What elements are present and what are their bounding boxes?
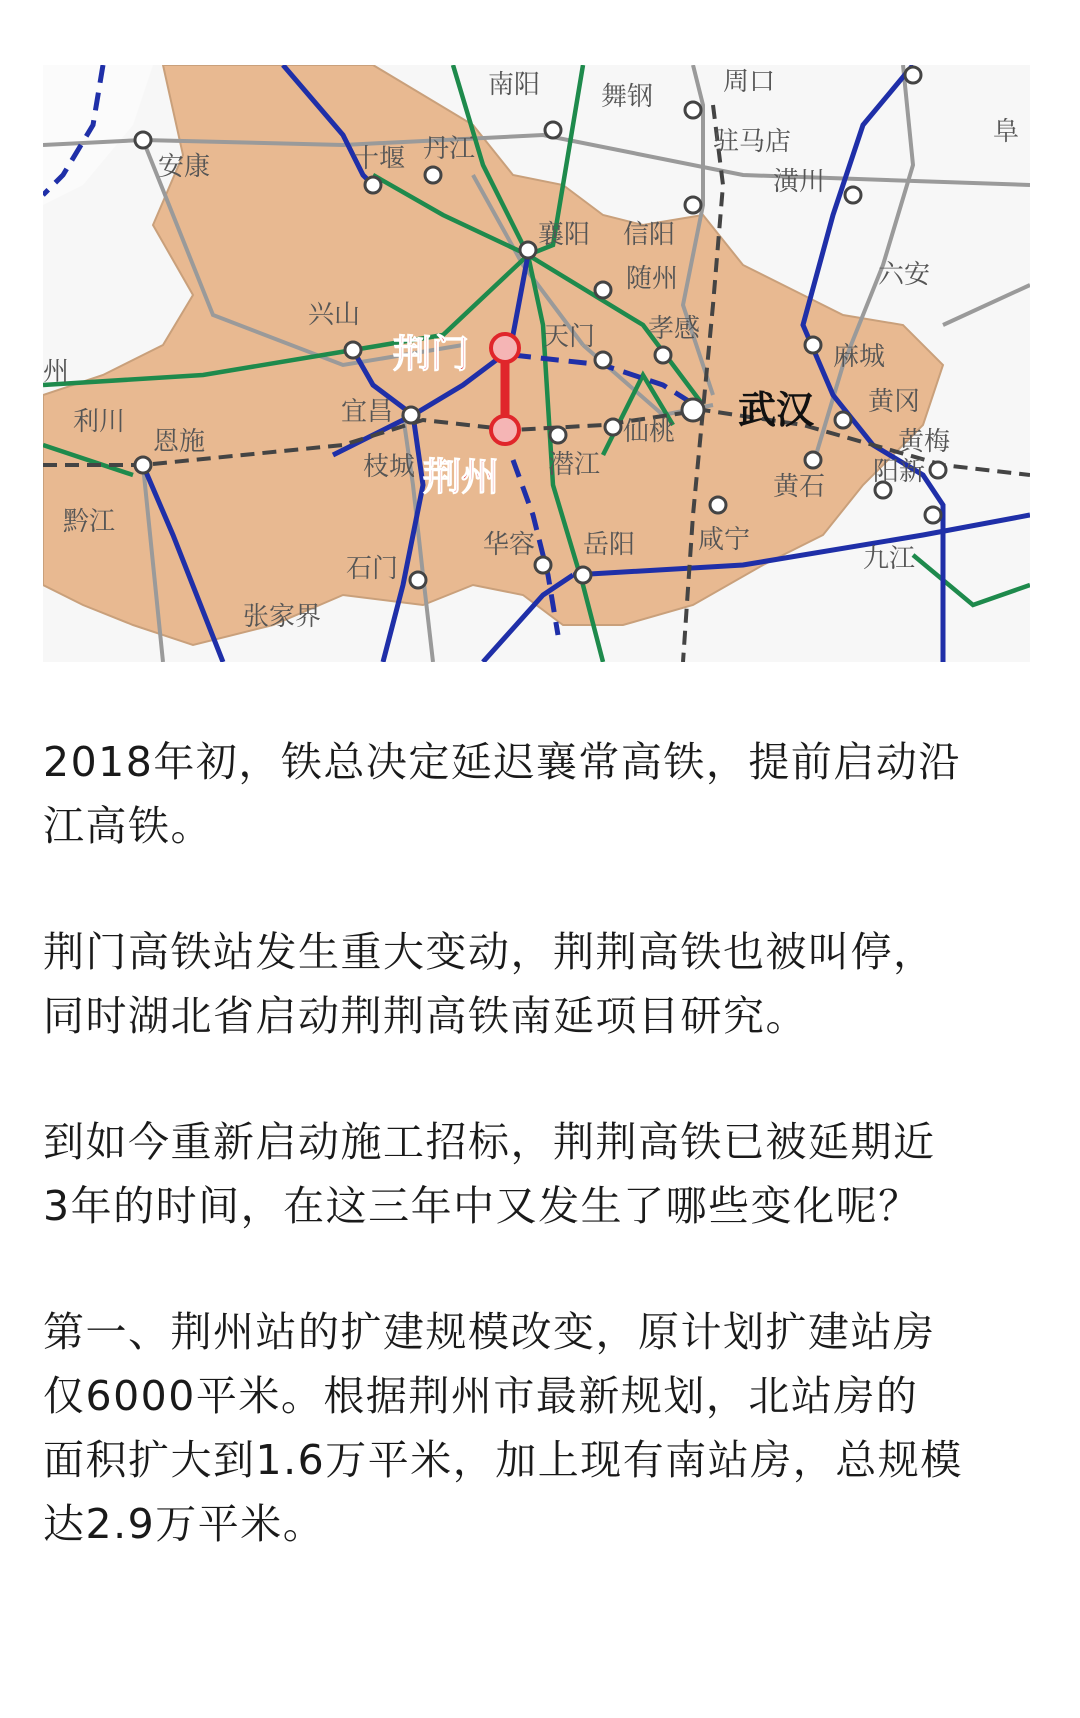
city-label-luan: 六安 xyxy=(878,260,931,290)
paragraph-1: 2018年初，铁总决定延迟襄常高铁，提前启动沿 江高铁。 xyxy=(43,738,961,850)
city-label-huarong: 华容 xyxy=(483,530,536,560)
city-label-enshi: 恩施 xyxy=(153,427,206,457)
city-label-xiangyang: 襄阳 xyxy=(538,220,591,250)
city-label-wugang: 舞钢 xyxy=(601,82,654,112)
city-label-zhumadian: 驻马店 xyxy=(713,127,792,157)
city-label-yangxin: 阳新 xyxy=(873,457,926,487)
city-label-zhangjiajie: 张家界 xyxy=(243,602,322,632)
city-label-danjiang: 丹江 xyxy=(423,134,476,164)
city-label-jingzhou: 荆州 xyxy=(423,455,500,499)
city-label-jingmen: 荆门 xyxy=(393,332,470,376)
city-label-wuhan: 武汉 xyxy=(738,388,815,432)
city-label-shiyan: 十堰 xyxy=(353,144,406,174)
city-label-jiujiang: 九江 xyxy=(863,544,916,574)
city-label-xiaogan: 孝感 xyxy=(648,314,701,344)
city-label-macheng: 麻城 xyxy=(833,342,886,372)
railway-map xyxy=(43,65,1030,662)
city-label-zhou: 州 xyxy=(43,357,70,387)
city-label-huangshi: 黄石 xyxy=(773,472,826,502)
city-label-ankang: 安康 xyxy=(158,152,211,182)
paragraph-4: 第一、荆州站的扩建规模改变，原计划扩建站房 仅6000平米。根据荆州市最新规划，北站房的 面积扩大到1.6万平米，加上现有南站房，总规模 达2.9万平米。 xyxy=(43,1308,963,1548)
city-label-huanggang: 黄冈 xyxy=(868,387,921,417)
city-label-xianning: 咸宁 xyxy=(698,525,751,555)
railway-map-svg xyxy=(43,65,1030,662)
city-label-yueyang: 岳阳 xyxy=(583,530,636,560)
city-label-yichang: 宜昌 xyxy=(341,397,394,427)
city-label-qianjiang: 潜江 xyxy=(548,450,601,480)
city-label-fu: 阜 xyxy=(993,117,1020,147)
city-label-xiantao: 仙桃 xyxy=(623,417,676,447)
city-label-suizhou: 随州 xyxy=(626,264,679,294)
article-body xyxy=(43,730,1043,1618)
city-label-lichuan: 利川 xyxy=(73,407,126,437)
city-label-nanyang: 南阳 xyxy=(488,70,541,100)
city-label-tianmen: 天门 xyxy=(543,322,596,352)
city-label-zhoukou: 周口 xyxy=(723,67,776,97)
city-label-xingshan: 兴山 xyxy=(308,300,361,330)
city-label-huangmei: 黄梅 xyxy=(898,427,951,457)
city-label-shimen: 石门 xyxy=(346,554,399,584)
city-label-zhicheng: 枝城 xyxy=(363,452,416,482)
city-label-huangchuan: 潢川 xyxy=(773,167,826,197)
paragraph-2: 荆门高铁站发生重大变动，荆荆高铁也被叫停， 同时湖北省启动荆荆高铁南延项目研究。 xyxy=(43,928,936,1040)
city-label-qianjiang2: 黔江 xyxy=(63,507,116,537)
city-label-xinyang: 信阳 xyxy=(623,220,676,250)
paragraph-3: 到如今重新启动施工招标，荆荆高铁已被延期近 3年的时间，在这三年中又发生了哪些变化呢？ xyxy=(43,1118,936,1230)
